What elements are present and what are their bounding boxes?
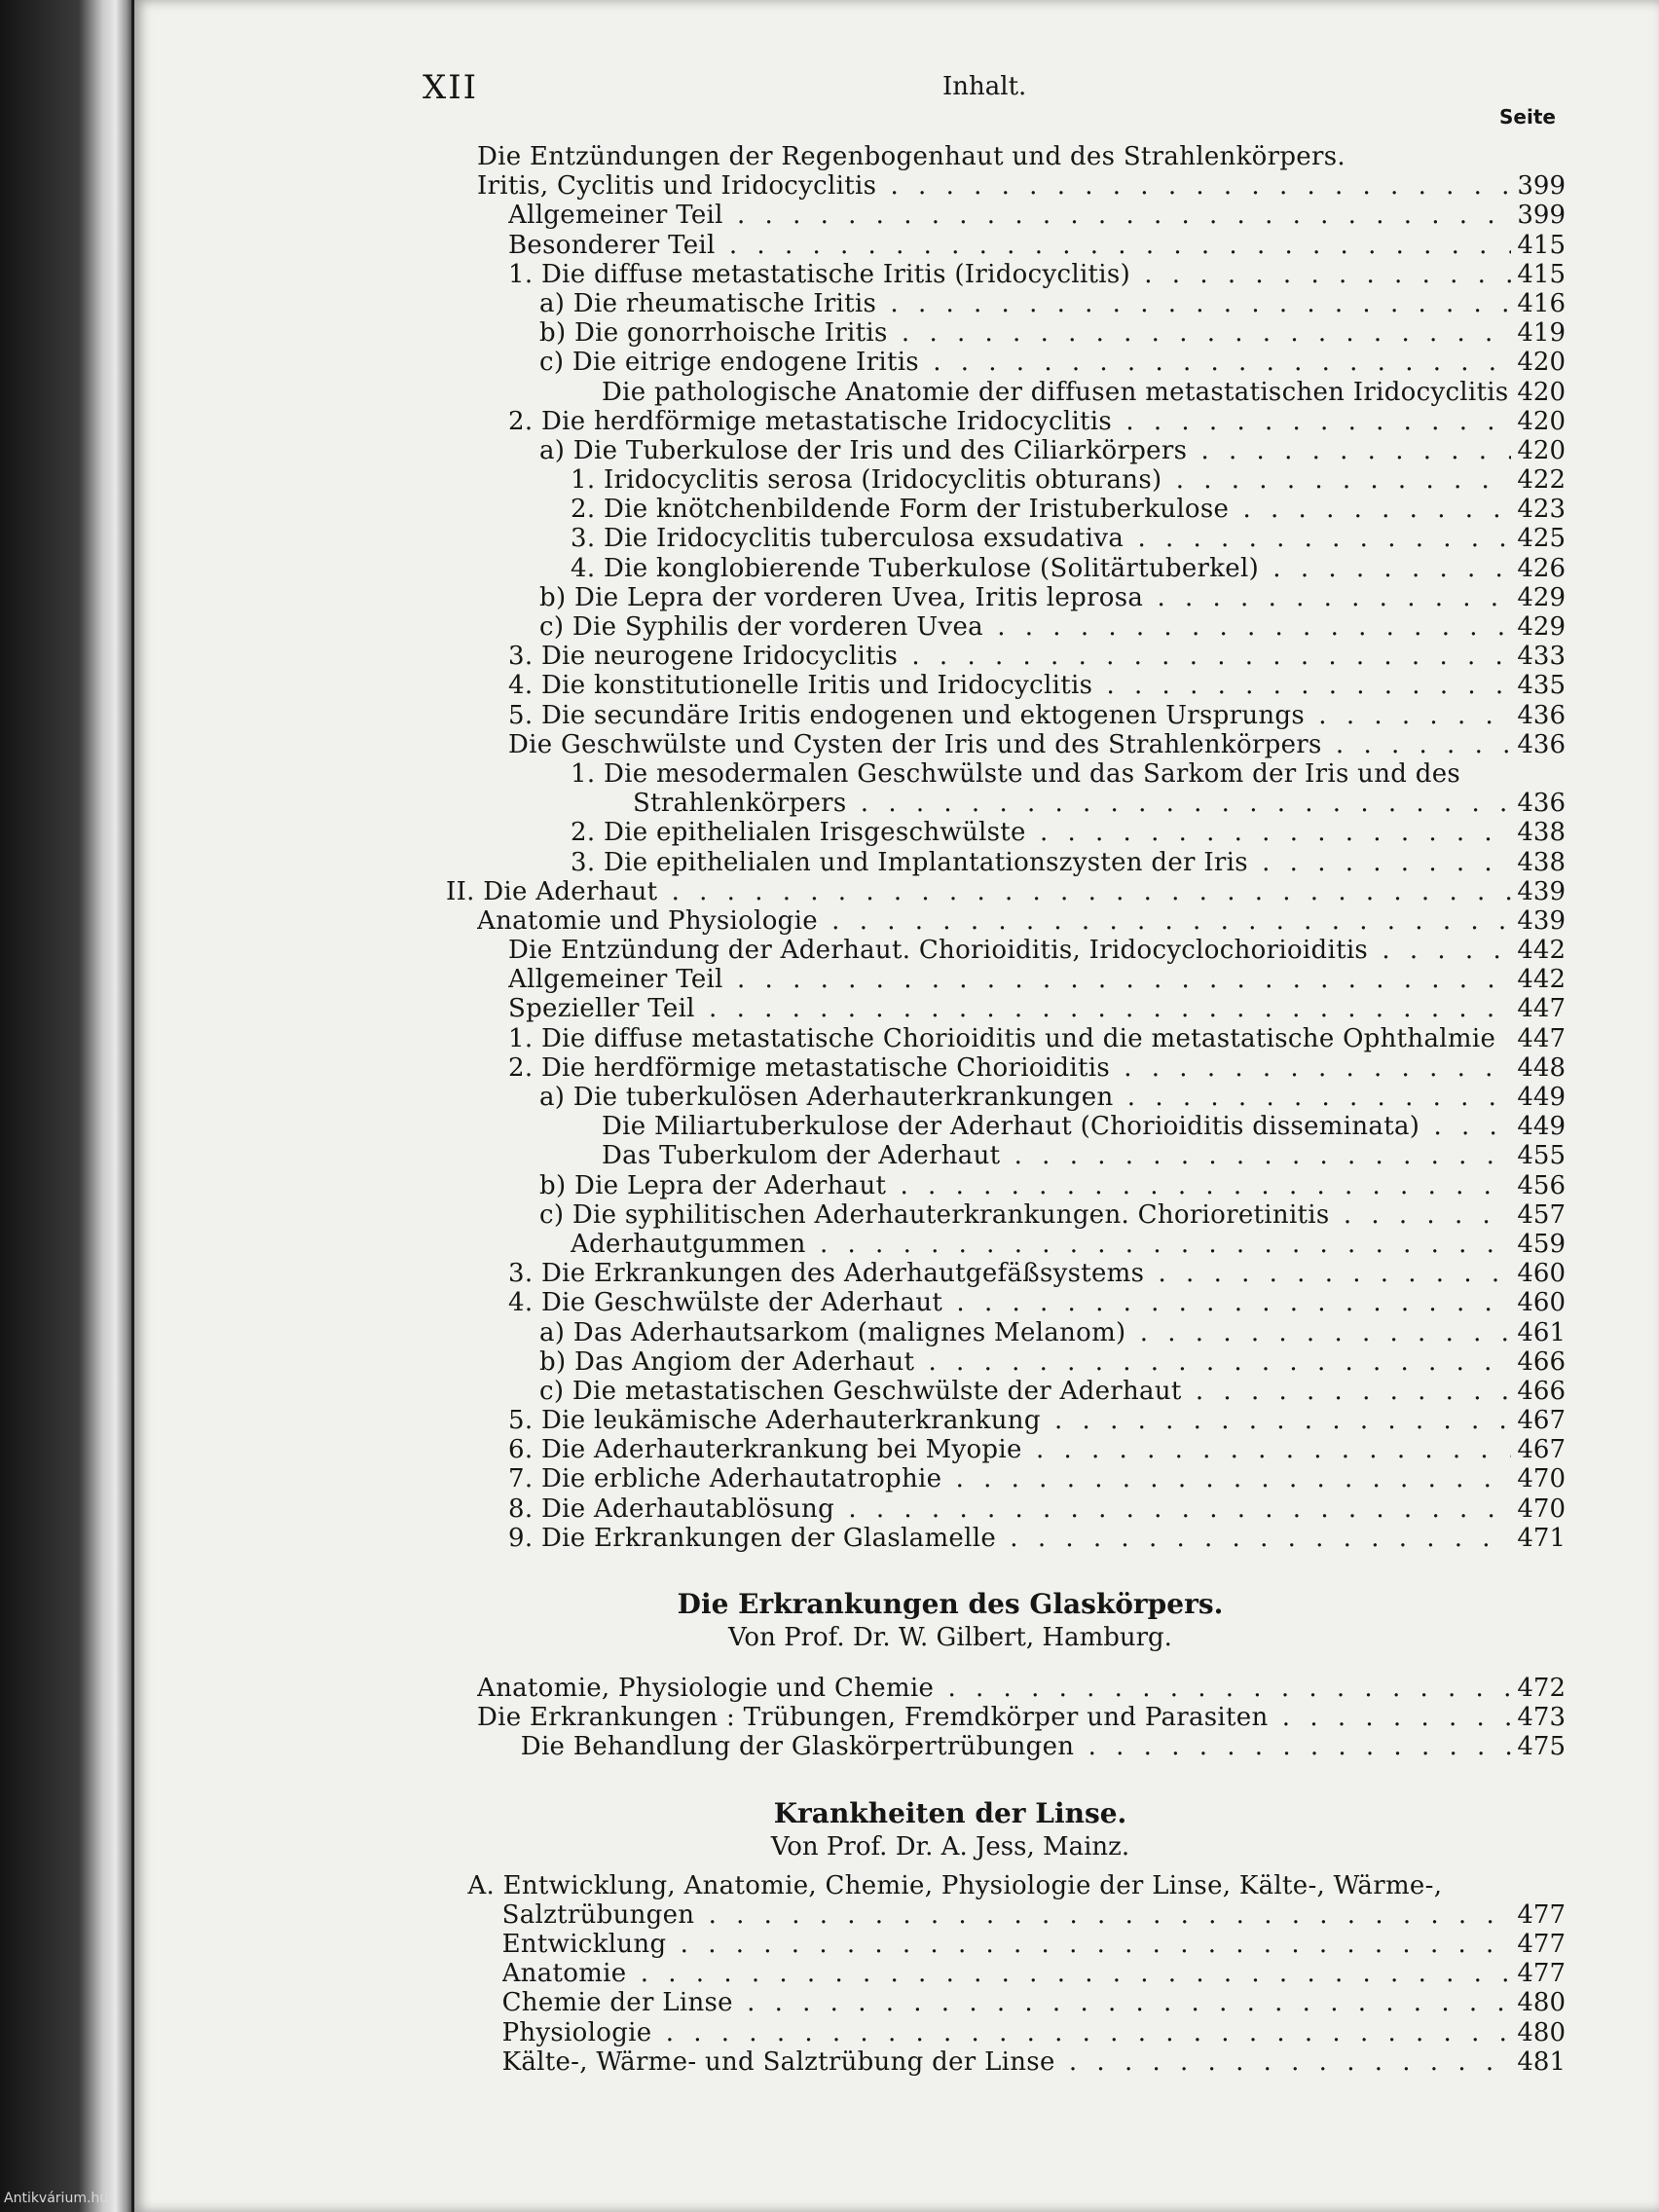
- toc-entry-page: 425: [1511, 524, 1566, 553]
- toc-entry-page: 460: [1511, 1288, 1566, 1317]
- toc-entry-title: 3. Die neurogene Iridocyclitis: [508, 642, 899, 672]
- table-of-contents: [134, 142, 1659, 2077]
- toc-entry-title: II. Die Aderhaut: [446, 876, 658, 906]
- section-author-linse: Von Prof. Dr. A. Jess, Mainz.: [770, 1831, 1130, 1862]
- toc-entry-title: Allgemeiner Teil: [508, 201, 723, 231]
- toc-entry-page: 436: [1511, 730, 1566, 759]
- toc-entry-title: a) Die rheumatische Iritis: [539, 288, 877, 318]
- toc-entry-title: Die Miliartuberkulose der Aderhaut (Chorioiditis disseminata): [602, 1112, 1420, 1142]
- toc-entry-title: Das Tuberkulom der Aderhaut: [602, 1141, 1001, 1171]
- toc-entry-page: 423: [1511, 495, 1566, 524]
- toc-entry-page: 420: [1511, 348, 1566, 377]
- toc-entry-page: 433: [1511, 642, 1566, 671]
- toc-entry-title: 2. Die herdförmige metastatische Iridocyclitis: [508, 406, 1113, 436]
- toc-entry: [134, 877, 1659, 906]
- toc-entry-title: Allgemeiner Teil: [508, 965, 723, 995]
- toc-entry-title: Entwicklung: [501, 1929, 667, 1959]
- toc-entry-title: c) Die Syphilis der vorderen Uvea: [539, 612, 983, 642]
- toc-entry-page: 461: [1511, 1318, 1566, 1347]
- toc-entry-page: 457: [1511, 1200, 1566, 1230]
- toc-entry-title: A. Entwicklung, Anatomie, Chemie, Physiologie der Linse, Kälte-, Wärme-,: [467, 1870, 1443, 1900]
- toc-entry-page: 447: [1511, 1024, 1566, 1053]
- toc-entry-title: 2. Die herdförmige metastatische Chorioiditis: [508, 1052, 1110, 1083]
- toc-entry-page: 470: [1511, 1464, 1566, 1493]
- toc-entry-page: 477: [1511, 1930, 1566, 1959]
- toc-entry: [134, 1112, 1659, 1141]
- toc-part-linse: [134, 1871, 1659, 2077]
- toc-entry-page: 467: [1511, 1406, 1566, 1435]
- toc-entry-page: 436: [1511, 789, 1566, 818]
- toc-entry: [134, 1524, 1659, 1553]
- toc-entry-page: 481: [1511, 2047, 1566, 2077]
- toc-entry-title: b) Die gonorrhoische Iritis: [539, 318, 888, 349]
- toc-entry-page: 429: [1511, 612, 1566, 642]
- toc-entry-title: 5. Die leukämische Aderhauterkrankung: [508, 1406, 1041, 1436]
- toc-entry-page: 447: [1511, 994, 1566, 1023]
- toc-entry: [134, 378, 1659, 407]
- toc-entry-page: 472: [1511, 1674, 1566, 1703]
- toc-part-uvea: [134, 142, 1659, 1553]
- toc-entry-title: Iritis, Cyclitis und Iridocyclitis: [477, 171, 877, 202]
- toc-entry-title: Chemie der Linse: [501, 1988, 733, 2018]
- toc-entry-page: 438: [1511, 818, 1566, 847]
- toc-entry: [134, 1318, 1659, 1347]
- toc-entry-page: 399: [1511, 201, 1566, 230]
- toc-entry-title: Aderhautgummen: [571, 1229, 806, 1259]
- toc-entry: [134, 407, 1659, 436]
- toc-entry: [134, 142, 1659, 171]
- toc-entry-page: 456: [1511, 1171, 1566, 1200]
- watermark: Antikvárium.hu: [4, 2191, 109, 2206]
- toc-entry-title: b) Die Lepra der Aderhaut: [539, 1170, 887, 1200]
- section-title-linse: Krankheiten der Linse.: [773, 1796, 1127, 1829]
- toc-entry-page: 442: [1511, 965, 1566, 994]
- toc-entry-title: 1. Die diffuse metastatische Iritis (Iridocyclitis): [508, 259, 1131, 289]
- toc-entry-page: 422: [1511, 465, 1566, 495]
- toc-entry: [134, 348, 1659, 377]
- toc-entry: [134, 289, 1659, 318]
- toc-entry: [134, 1171, 1659, 1200]
- toc-part-glaskoerper: [134, 1674, 1659, 1762]
- toc-entry: [134, 936, 1659, 965]
- toc-entry-title: c) Die syphilitischen Aderhauterkrankungen. Chorioretinitis: [539, 1199, 1330, 1230]
- toc-entry-page: 480: [1511, 1988, 1566, 2017]
- toc-entry: [134, 1959, 1659, 1988]
- page-column-label: Seite: [1499, 105, 1556, 129]
- toc-entry-title: Spezieller Teil: [508, 994, 695, 1024]
- toc-entry-title: Physiologie: [501, 2017, 652, 2047]
- page-number: XII: [423, 68, 479, 107]
- toc-entry-page: 442: [1511, 936, 1566, 965]
- toc-entry-title: 3. Die epithelialen und Implantationszysten der Iris: [571, 847, 1248, 877]
- toc-entry: [134, 1406, 1659, 1435]
- toc-entry-page: 460: [1511, 1259, 1566, 1288]
- toc-entry-title: Anatomie, Physiologie und Chemie: [477, 1674, 935, 1703]
- toc-entry: [134, 1141, 1659, 1170]
- toc-entry: [134, 1347, 1659, 1377]
- toc-entry-title: Die Behandlung der Glaskörpertrübungen: [520, 1732, 1075, 1762]
- running-head: [134, 68, 1659, 107]
- toc-entry: [134, 818, 1659, 847]
- toc-entry-title: Die Entzündung der Aderhaut. Chorioiditis, Iridocyclochorioiditis: [508, 936, 1369, 966]
- toc-entry: [134, 642, 1659, 671]
- running-head-title: Inhalt.: [942, 72, 1027, 101]
- toc-entry: [134, 1464, 1659, 1493]
- toc-entry: [134, 171, 1659, 201]
- toc-entry-page: 439: [1511, 877, 1566, 906]
- toc-entry: [134, 1230, 1659, 1259]
- toc-entry-title: 7. Die erbliche Aderhautatrophie: [508, 1464, 942, 1494]
- toc-entry: [134, 906, 1659, 936]
- toc-entry: [134, 730, 1659, 759]
- toc-entry-title: 9. Die Erkrankungen der Glaslamelle: [508, 1523, 997, 1553]
- toc-entry-title: 2. Die epithelialen Irisgeschwülste: [571, 818, 1026, 848]
- toc-entry-page: 470: [1511, 1494, 1566, 1524]
- toc-entry: [134, 1288, 1659, 1317]
- toc-entry-title: Anatomie: [501, 1959, 627, 1989]
- section-author-glaskoerper: Von Prof. Dr. W. Gilbert, Hamburg.: [728, 1623, 1172, 1652]
- toc-entry-page: 449: [1511, 1083, 1566, 1112]
- toc-entry: [134, 994, 1659, 1023]
- toc-entry: [134, 1900, 1659, 1930]
- toc-entry-page: 415: [1511, 231, 1566, 260]
- toc-entry-title: Die Entzündungen der Regenbogenhaut und des Strahlenkörpers.: [477, 142, 1346, 171]
- toc-entry-page: 480: [1511, 2018, 1566, 2047]
- toc-entry: [134, 1083, 1659, 1112]
- toc-entry-page: 477: [1511, 1959, 1566, 1988]
- toc-entry: [134, 1871, 1659, 1900]
- toc-entry-title: a) Die tuberkulösen Aderhauterkrankungen: [539, 1083, 1114, 1112]
- toc-entry: [134, 1200, 1659, 1230]
- toc-entry-title: c) Die eitrige endogene Iritis: [539, 348, 919, 378]
- toc-entry: [134, 759, 1659, 789]
- toc-entry-page: 420: [1511, 436, 1566, 465]
- toc-entry-title: Kälte-, Wärme- und Salztrübung der Linse: [501, 2046, 1055, 2077]
- toc-entry: [134, 465, 1659, 495]
- toc-entry: [134, 1024, 1659, 1053]
- toc-entry-title: 3. Die Erkrankungen des Aderhautgefäßsystems: [508, 1259, 1145, 1289]
- toc-entry: [134, 554, 1659, 583]
- toc-entry: [134, 789, 1659, 818]
- toc-entry-page: 455: [1511, 1141, 1566, 1170]
- toc-entry: [134, 2047, 1659, 2077]
- toc-entry-title: 1. Die mesodermalen Geschwülste und das Sarkom der Iris und des: [571, 758, 1461, 789]
- toc-entry: [134, 260, 1659, 289]
- toc-entry: [134, 848, 1659, 877]
- toc-entry: [134, 1674, 1659, 1703]
- toc-entry-title: 6. Die Aderhauterkrankung bei Myopie: [508, 1435, 1022, 1465]
- toc-entry-page: 419: [1511, 318, 1566, 348]
- toc-entry-title: 2. Die knötchenbildende Form der Iristuberkulose: [571, 495, 1230, 525]
- toc-entry-title: 4. Die konglobierende Tuberkulose (Solitärtuberkel): [571, 553, 1260, 583]
- toc-entry: [134, 671, 1659, 700]
- toc-entry-title: Strahlenkörpers: [633, 789, 847, 819]
- toc-entry-title: a) Das Aderhautsarkom (malignes Melanom): [539, 1317, 1126, 1347]
- toc-entry: [134, 201, 1659, 230]
- toc-entry-title: 4. Die konstitutionelle Iritis und Iridocyclitis: [508, 671, 1093, 701]
- toc-entry: [134, 1377, 1659, 1406]
- toc-entry-title: 1. Die diffuse metastatische Chorioiditis und die metastatische Ophthalmie: [508, 1023, 1496, 1053]
- toc-entry: [134, 2018, 1659, 2047]
- toc-entry-title: 8. Die Aderhautablösung: [508, 1493, 835, 1524]
- toc-entry: [134, 1732, 1659, 1761]
- toc-entry-title: Besonderer Teil: [508, 230, 716, 260]
- toc-entry-page: 435: [1511, 671, 1566, 700]
- toc-entry: [134, 1259, 1659, 1288]
- toc-entry-title: a) Die Tuberkulose der Iris und des Ciliarkörpers: [539, 435, 1188, 465]
- toc-entry-page: 429: [1511, 583, 1566, 612]
- toc-entry-page: 471: [1511, 1524, 1566, 1553]
- toc-entry: [134, 436, 1659, 465]
- toc-entry-page: 416: [1511, 289, 1566, 318]
- toc-entry-page: 475: [1511, 1732, 1566, 1761]
- toc-entry-title: b) Das Angiom der Aderhaut: [539, 1346, 915, 1377]
- toc-entry: [134, 1703, 1659, 1732]
- toc-entry-page: 449: [1511, 1112, 1566, 1141]
- toc-entry: [134, 1494, 1659, 1524]
- toc-entry-page: 459: [1511, 1230, 1566, 1259]
- toc-entry-page: 473: [1511, 1703, 1566, 1732]
- toc-entry-page: 426: [1511, 554, 1566, 583]
- toc-entry-page: 399: [1511, 171, 1566, 201]
- toc-entry-title: 4. Die Geschwülste der Aderhaut: [508, 1288, 943, 1318]
- toc-entry-title: Die Erkrankungen : Trübungen, Fremdkörper und Parasiten: [477, 1703, 1269, 1733]
- toc-entry-page: 466: [1511, 1377, 1566, 1406]
- toc-entry-title: 5. Die secundäre Iritis endogenen und ektogenen Ursprungs: [508, 700, 1306, 730]
- toc-entry-title: Anatomie und Physiologie: [477, 905, 818, 936]
- toc-entry-page: 466: [1511, 1347, 1566, 1377]
- toc-entry-page: 420: [1511, 378, 1566, 407]
- toc-entry: [134, 701, 1659, 730]
- toc-entry: [134, 495, 1659, 524]
- book-page: [134, 0, 1659, 2212]
- toc-entry-page: 436: [1511, 701, 1566, 730]
- toc-entry-title: Salztrübungen: [501, 1899, 695, 1930]
- toc-entry: [134, 231, 1659, 260]
- toc-entry-title: 3. Die Iridocyclitis tuberculosa exsudativa: [571, 524, 1124, 554]
- toc-entry: [134, 318, 1659, 348]
- toc-entry-page: 467: [1511, 1435, 1566, 1464]
- toc-entry-title: Die Geschwülste und Cysten der Iris und des Strahlenkörpers: [508, 729, 1322, 759]
- toc-entry-page: 439: [1511, 906, 1566, 936]
- toc-entry-page: 438: [1511, 848, 1566, 877]
- toc-entry-title: Die pathologische Anatomie der diffusen metastatischen Iridocyclitis: [602, 377, 1509, 407]
- toc-entry: [134, 1930, 1659, 1959]
- toc-entry: [134, 1435, 1659, 1464]
- toc-entry: [134, 524, 1659, 553]
- toc-entry-page: 415: [1511, 260, 1566, 289]
- toc-entry: [134, 612, 1659, 642]
- toc-entry: [134, 965, 1659, 994]
- toc-entry-title: 1. Iridocyclitis serosa (Iridocyclitis obturans): [571, 465, 1162, 496]
- toc-entry-page: 477: [1511, 1900, 1566, 1930]
- book-edge: [0, 0, 131, 2212]
- toc-entry: [134, 583, 1659, 612]
- toc-entry-page: 448: [1511, 1053, 1566, 1083]
- toc-entry: [134, 1988, 1659, 2017]
- toc-entry-title: c) Die metastatischen Geschwülste der Aderhaut: [539, 1376, 1182, 1406]
- toc-entry-title: b) Die Lepra der vorderen Uvea, Iritis leprosa: [539, 582, 1144, 612]
- section-title-glaskoerper: Die Erkrankungen des Glaskörpers.: [677, 1588, 1224, 1620]
- toc-entry-page: 420: [1511, 407, 1566, 436]
- toc-entry: [134, 1053, 1659, 1083]
